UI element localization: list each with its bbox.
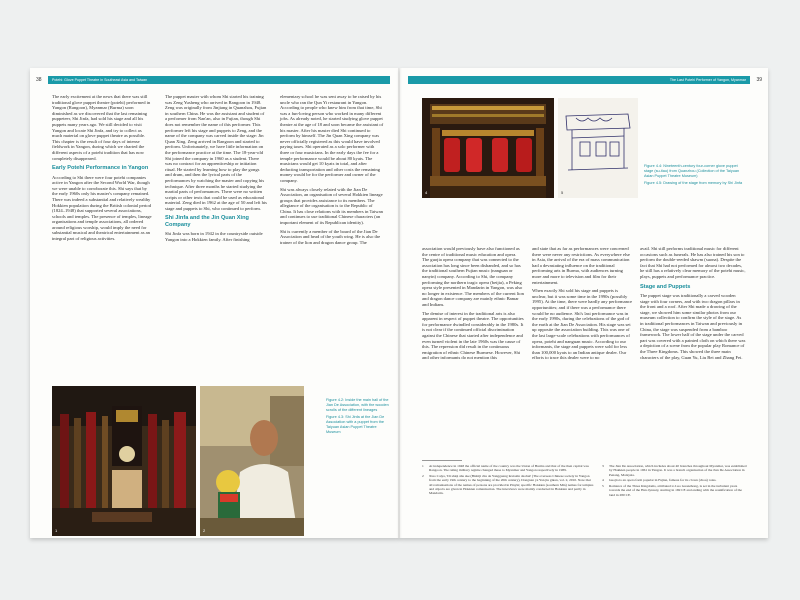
footnote-text: The Jian De Association, which includes about 40 branches throughout Myanmar, was established by Hokkien people in 1961 in Yangon. It was a branch organisation of the Jian De Association in Penang, Malaysia. [609,464,747,477]
section-heading: Shi Jinfa and the Jin Quan Xing Company [165,215,249,228]
text-column-1 [52,94,152,245]
paragraph: Shi was always closely related with the Jian De Association, an organisation of several Hokkien lineage groups that provides assistance to its members. The allegiance of the organisation is to the Republic of China. It has close relations with its members in Taiwan and continues to use traditional Chinese characters (an important element of its Republican identity). [280,186,383,226]
text-column-2 [165,94,267,245]
page-number: 39 [756,77,762,83]
book-spine [398,68,402,538]
text-column-2 [532,246,632,364]
footnotes-right [602,464,748,499]
shi-jinfa-photo [200,386,304,536]
text-column-3 [280,94,384,248]
text-column-3 [640,246,746,363]
paragraph: avail. Shi still performs traditional music for different occasions such as funerals. He has also trained his son to perform the double-reeded shawm (suona). Despite the fact that Shi had not performed for almost two decades, he still has a relatively clear memory of the potehi music, plays, puppets and performance practice. [640,246,746,279]
footnote-text: At independence in 1948 the official name of the country was the Union of Burma and that of the then capital was Rangoon. The ruling military regime changed these to Myanmar and Yangon respectively in 1989. [429,464,589,473]
page-number: 38 [36,77,42,83]
paragraph: When exactly Shi sold his stage and puppets is unclear, but it was some time in the 1990s (possibly 1995). At the time, there were hardly any performance opportunities; and if there was a performance there would be no audience. Shi's last performance was in the early 1990s, during the celebrations of the god of the earth at the Jian De Association. His stage was set up opposite the association building. This was one of the last large-scale celebrations with performances of opera, potehi and nanguan music. According to our informants, the stage and puppets were sold for less than 100,000 kyats to an Indian antique dealer. Our efforts to trace this dealer were to no [532,288,633,361]
paragraph: According to Shi there were four potehi companies active in Yangon after the Second World War, though we were unable to corroborate this. Shi says that by the early 1960s only his master's company remained. There was indeed a substantial and relatively wealthy Hokkien population during the British colonial period (1824–1948) that supported several associations, schools and temples. The presence of temples, lineage organisations and temple associations, all ordered around religious worship, would imply the need for substantial musical and theatrical entertainment as an integral part of religious activities. [52,174,152,242]
footnote-number: 2 [422,474,424,479]
figure-caption: Figure 4.3: Shi Jinfa at the Jian De Association with a puppet from the Taiyuan Asian Puppet Theatre Museum [326,415,385,434]
footnote-text: Xiao Caiya, 'Di shiqi shu ske (Bishiji chu de Yangguang luxiaxin daohui' (The overseas Chinese society in Yangon from the early 19th century to the beginning of the 20th century), Dongnan ya Yan jiu gikan, vol. 2, 2010. Note that all romanisations of the names of persons are provided in Pinyin; specific Hokkien (southern Min) names for temples and objects are given in Hokkien romanisation. The interviews were mainly conducted in Hokkien and partly in Mandarin. [429,474,594,496]
text-column-1 [422,246,524,364]
hall-photo-image [52,386,196,536]
footnote-rule [422,460,462,461]
caption-block [644,164,748,189]
running-head-bar [408,76,750,84]
figure-caption: Figure 4.4: Nineteenth-century four-corner glove puppet stage (su-tiau) from Quanzhou (Collection of the Taiyuan Asian Puppet Theatre Museum) [644,164,740,178]
paragraph: The demise of interest in the traditional arts is also apparent in respect of puppet theatre. The opportunities for performance dwindled considerably in the 1980s. It is not clear if the continued official discrimination against the Chinese that started after independence and even turned violent in the late 1960s was the cause of this. The repression did result in the continuous emigration of ethnic Chinese Burmese. However, Shi and other informants do not mention this [422,310,524,361]
footnote [422,464,594,473]
footnote [602,464,748,477]
photo-number: 2 [203,528,206,533]
stage-photo-image [422,98,554,198]
running-head-text: Potehi: Glove Puppet Theatre in Southeast Asia and Taiwan [52,78,148,82]
footnote-number: 1 [422,464,424,468]
footnote-number: 3 [602,464,604,468]
paragraph: and state that as far as performances were concerned there were never any restrictions. As everywhere else in Asia, the arrival of the era of mass communication had a devastating influence on the traditional performing arts in Burma, with audiences turning more and more to television and film for their entertainment. [532,246,630,285]
section-heading: Stage and Puppets [640,283,691,290]
right-page [400,68,768,538]
footnote-number: 4 [602,478,604,483]
figure-caption: Figure 4.2: Inside the main hall of the Jian De Association, with the wooden scrolls of the different lineages [326,398,389,412]
portrait-photo-image [200,386,304,536]
section-heading: Early Potehi Performance in Yangon [52,165,149,172]
caption-block [326,398,390,438]
drawing-image [558,98,638,198]
footnote [602,484,748,497]
footnote-text: Romance of the Three Kingdoms, attributed to Luo Guanzhong, is set in the turbulent years towards the end of the Han dynasty, starting in 169 CE and ending with the reunification of the land in 280 CE. [609,484,742,497]
left-page [30,68,400,538]
running-head-text: The Last Potehi Performer of Yangon, Myanmar [669,78,746,82]
footnote-number: 5 [602,484,604,489]
photo-number: 5 [561,190,564,195]
paragraph: elementary school he was sent away to be raised by his uncle who ran the Qun Yi restaurant in Yangon. According to people who knew him from that time, Shi was a fun-loving person who worked in many different jobs. As already noted, he started studying glove puppet theatre at the age of 18 and soon became the assistant of his master. After his master died Shi continued to perform by himself. The Jin Quan Xing company was never officially registered as this would have involved paying taxes. Shi operated as a solo performer with three or four musicians. In the early days the fee for a temple performance would be about 80 kyats. The musicians would get 10 kyats in total, and after deducting transportation and other costs the remaining money would be for the performer and owner of the company. [280,94,384,183]
figure-caption: Figure 4.5: Drawing of the stage from memory by Shi Jinfa [644,181,743,186]
footnote [422,474,594,495]
footnote [602,478,748,482]
photo-number: 4 [425,190,428,195]
photo-number: 1 [55,528,58,533]
puppet-stage-photo [422,98,554,198]
paragraph: association would previously have also functioned as the centre of traditional music education and opera. The guojia opera company that was connected to the association has long since been disbanded, and so has the traditional southern Fujian music (nanguan or nanyin) company. According to Shi, the company performing the northern tragic opera (beijia), a Peking opera style presented in Mandarin in Yangon, was also no longer in existence. The members of the current lion and dragon dance company are mainly ethnic Bamar and Indians. [422,246,524,307]
running-head-bar [48,76,390,84]
association-hall-photo [52,386,196,536]
footnotes-left [422,464,594,497]
paragraph: The early excitement at the news that there was still traditional glove puppet theatre (potehi) performed in Yangon (Rangoon), Myanmar (Burma) soon diminished as we discovered that the last remaining puppeteer, Shi Jinfa, had sold his stage and all his puppets many years ago. We still decided to visit Yangon and locate Shi Jinfa, and try to collect as much material on glove puppet theatre as possible. This chapter is the result of four days of intense fieldwork in Yangon, during which we charted the different aspects of a potehi tradition that has now completely disappeared. [52,94,151,161]
paragraph: Shi is currently a member of the board of the Jian De Association and head of the youth wing. He is also the trainer of the lion and dragon dance group. The [280,228,381,245]
stage-drawing [558,98,638,198]
footnote-text: Guojia is an opera form popular in Fujian, famous for its clown (chou) roles. [609,478,717,483]
paragraph: The puppet stage was traditionally a carved wooden stage with four corners, and with two dragon pillars in the front and a roof. After Shi made a drawing of the stage, we showed him some similar photos from our museum collection to confirm the style of the stage. As in traditional performances in Taiwan and previously in China, the stage was suspended from a bamboo framework. The lower half of the stage under the carved part was covered with a painted cloth on which there was a depiction of a scene from the popular play Romance of the Three Kingdoms. This showed the three main characters of the play, Guan Yu, Liu Bei and Zhang Fei. [640,292,746,360]
paragraph: The puppet master with whom Shi started his training was Zeng Yusheng who arrived in Rangoon in 1948. Zeng was originally from Jinjiang in Quanzhou, Fujian in southern China. He was the assistant and student of a performer from Nan'an, also in Fujian, though Shi does not remember the name of this performer. This performer left his stage and puppets to Zeng, and the name of the company was carved inside the stage: Jin Quan Xing. Zeng arrived in Rangoon and started to perform. Unfortunately, we have little information on the performance practice at the time. The 18-year-old Shi joined the company in 1960 as a student. There was no contract for an apprenticeship or initiation ritual. He started by learning how to play the gongs and drum, and then the lyrical parts of the performances by watching the master and copying his technique. After three months he started studying the martial parts of performances. There were no written scripts or other texts that could be used as educational material. Zeng died in 1962 at the age of 50 and left his stage and puppets to Shi, who continued to perform. [165,94,267,211]
paragraph: Shi Jinfa was born in 1942 in the countryside outside Yangon into a Hokkien family. After finishing [165,231,263,242]
